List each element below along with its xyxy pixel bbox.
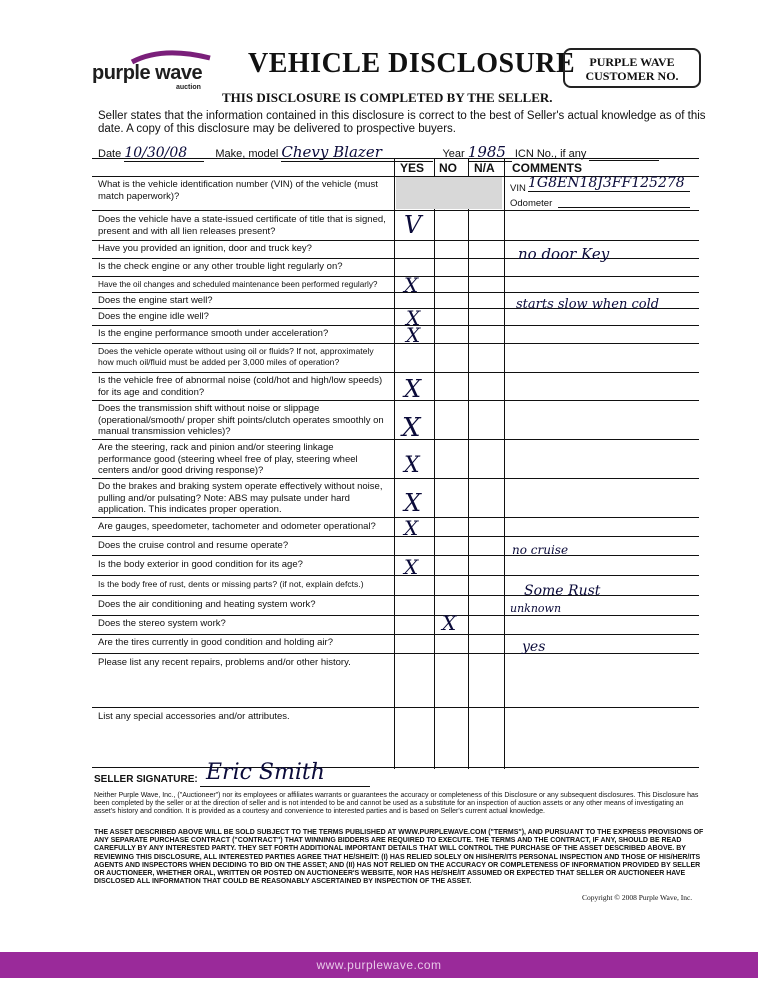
question-text: Does the engine idle well? [98, 311, 209, 322]
question-text: Have you provided an ignition, door and truck key? [98, 243, 312, 254]
yes-mark[interactable]: X [404, 273, 419, 297]
no-mark[interactable]: X [442, 611, 457, 635]
odometer-field[interactable] [558, 196, 690, 208]
row-line [92, 517, 699, 518]
question-text: Are the tires currently in good condition and holding air? [98, 637, 334, 648]
question-text: Does the transmission shift without noise or slippage (operational/smooth/ proper shift points/clutch operates smoothly on manual transmission vehicles)? [98, 403, 384, 437]
logo-sub: auction [176, 84, 201, 91]
odometer-label: Odometer [510, 198, 553, 209]
yes-mark[interactable]: X [404, 453, 420, 478]
row-line [92, 707, 699, 708]
icn-label: ICN No., if any [514, 148, 587, 160]
comment-text[interactable]: no door Key [518, 245, 610, 263]
row-line [92, 634, 699, 635]
row-line [92, 478, 699, 479]
year-field[interactable]: 1985 [468, 143, 512, 162]
vin-field[interactable]: 1G8EN18J3FF125278 [528, 175, 690, 192]
yes-mark[interactable]: X [404, 555, 419, 579]
question-text: Please list any recent repairs, problems and/or other history. [98, 657, 351, 668]
question-text: Are the steering, rack and pinion and/or steering linkage performance good (steering wheel free of play, steering wheel centers and/or good driving response)? [98, 442, 358, 476]
page-title: VEHICLE DISCLOSURE [248, 48, 576, 79]
header-na: N/A [474, 161, 495, 175]
col-divider [394, 159, 395, 769]
question-text: What is the vehicle identification number (VIN) of the vehicle (must match paperwork)? [98, 179, 378, 202]
yes-mark[interactable]: V [404, 211, 422, 239]
question-text: Does the vehicle have a state-issued certificate of title that is signed, present and with all lien releases present? [98, 214, 386, 237]
question-text: Does the stereo system work? [98, 618, 226, 629]
yes-mark[interactable]: X [406, 306, 421, 330]
row-line [92, 240, 699, 241]
date-line [98, 143, 698, 159]
make-model-field[interactable]: Chevy Blazer [281, 143, 433, 162]
vin-shaded-cells [396, 177, 502, 209]
yes-mark[interactable]: X [402, 413, 421, 443]
col-divider [468, 159, 469, 769]
row-line [92, 325, 699, 326]
comment-text[interactable]: Some Rust [524, 583, 601, 599]
make-label: Make, model [215, 148, 279, 160]
question-text: Does the engine start well? [98, 295, 213, 306]
row-line [92, 615, 699, 616]
question-text: Is the vehicle free of abnormal noise (cold/hot and high/low speeds) for its age and condition? [98, 375, 383, 398]
row-line [92, 575, 699, 576]
header-no: NO [439, 161, 457, 175]
purple-wave-logo [92, 48, 222, 100]
row-line [92, 439, 699, 440]
vin-label: VIN [510, 183, 526, 194]
row-line [92, 292, 699, 293]
seller-signature[interactable]: Eric Smith [206, 760, 325, 785]
customer-box-line1: PURPLE WAVE [589, 55, 675, 69]
comment-text[interactable]: no cruise [512, 543, 569, 557]
copyright-text: Copyright © 2008 Purple Wave, Inc. [582, 893, 693, 902]
row-line [92, 400, 699, 401]
col-divider [434, 159, 435, 769]
question-text: Is the engine performance smooth under acceleration? [98, 328, 329, 339]
question-text: Does the cruise control and resume operate? [98, 540, 289, 551]
question-text: Is the check engine or any other trouble light regularly on? [98, 261, 343, 272]
question-text: Is the body exterior in good condition for its age? [98, 559, 303, 570]
year-label: Year [442, 148, 465, 160]
logo-name: purple wave [92, 62, 203, 84]
intro-text: Seller states that the information contained in this disclosure is correct to the best of Seller's actual knowledge as of this date. A copy of this disclosure may be delivered to prospective buyers. [98, 110, 706, 135]
disclaimer-text: Neither Purple Wave, Inc., ("Auctioneer") nor its employees or affiliates warrants or guarantees the accuracy or completeness of this Disclosure or any subsequent disclosures. This Disclosure has been completed by the seller or at the direction of seller and is not intended to be and cannot be used as a substitute for an inspection of auction assets or any other means of investigating an asset's history and condition. It is provided as a courtesy and convenience to interested parties and is based on Seller's current actual knowledge. [94, 792, 699, 816]
header-comments: COMMENTS [512, 161, 582, 175]
terms-text: THE ASSET DESCRIBED ABOVE WILL BE SOLD SUBJECT TO THE TERMS PUBLISHED AT WWW.PURPLEWAVE.COM ("TERMS"), AND PURSUANT TO THE EXPRESS PROVISIONS OF ANY SEPARATE PURCHASE CONTRACT ("CONTRACT") THAT WINNING BIDDERS ARE REQUIRED TO EXECUTE. THE TERMS AND THE CONTRACT, IF ANY, SHOULD BE READ CAREFULLY BY ANY INTERESTED PARTY. THEY SET FORTH ADDITIONAL IMPORTANT DETAILS THAT WILL CONTROL THE PURCHASE OF THE ASSET DESCRIBED ABOVE. BY REVIEWING THIS DISCLOSURE, ALL INTERESTED PARTIES AGREE THAT HE/SHE/IT: (I) HAS RELIED SOLELY ON HIS/HER/ITS PERSONAL INSPECTION AND THOSE OF HIS/HER/ITS AGENTS AND INSPECTORS WHEN DECIDING TO BID ON THE ASSET; AND (II) HAS NOT RELIED ON THE ACCURACY OR COMPLETENESS OF INFORMATION PROVIDED BY SELLER OR AUCTIONEER, WHETHER ORAL, WRITTEN OR POSTED ON AUCTIONEER'S WEBSITE, NOR HAS HE/SHE/IT ASSUMED OR EXPECTED THAT SELLER OR AUCTIONEER HAVE DISCLOSED ALL INFORMATION THAT COULD BE REASONABLY ASCERTAINED BY INSPECTION OF THE ASSET. [94, 829, 704, 886]
row-line [92, 343, 699, 344]
question-text: Does the air conditioning and heating system work? [98, 599, 316, 610]
yes-mark[interactable]: X [404, 516, 419, 540]
comment-text[interactable]: starts slow when cold [516, 297, 660, 312]
question-text: Is the body free of rust, dents or missing parts? (if not, explain defcts.) [98, 579, 364, 589]
row-line [92, 595, 699, 596]
disclosure-table [92, 158, 699, 769]
date-label: Date [98, 148, 122, 160]
question-text: Have the oil changes and scheduled maintenance been performed regularly? [98, 280, 378, 289]
question-text: Does the vehicle operate without using oil or fluids? If not, approximately how much oil/fluid must be added per 3,000 miles of operation? [98, 346, 374, 367]
footer-url[interactable]: www.purplewave.com [316, 958, 442, 972]
date-field[interactable]: 10/30/08 [124, 145, 204, 162]
question-text: List any special accessories and/or attributes. [98, 711, 290, 722]
col-divider [504, 159, 505, 769]
page-subtitle: THIS DISCLOSURE IS COMPLETED BY THE SELLER. [222, 90, 553, 105]
comment-text[interactable]: yes [522, 639, 546, 655]
customer-box-line2: CUSTOMER NO. [585, 69, 679, 83]
header-yes: YES [400, 161, 425, 175]
row-line [92, 210, 699, 211]
row-line [92, 653, 699, 654]
row-line [92, 276, 699, 277]
signature-label: SELLER SIGNATURE: [94, 774, 198, 785]
yes-mark[interactable]: X [406, 323, 421, 347]
customer-number-box [563, 48, 701, 88]
question-text: Are gauges, speedometer, tachometer and odometer operational? [98, 521, 376, 532]
row-line [92, 372, 699, 373]
row-line [92, 555, 699, 556]
yes-mark[interactable]: X [404, 489, 422, 517]
row-line [92, 767, 699, 768]
yes-mark[interactable]: X [404, 375, 422, 403]
signature-line [200, 786, 370, 787]
comment-text[interactable]: unknown [510, 602, 562, 615]
question-text: Do the brakes and braking system operate effectively without noise, pulling and/or pulsating? Note: ABS may pulsate under hard application. This indicates proper operation. [98, 481, 383, 515]
row-line [92, 536, 699, 537]
